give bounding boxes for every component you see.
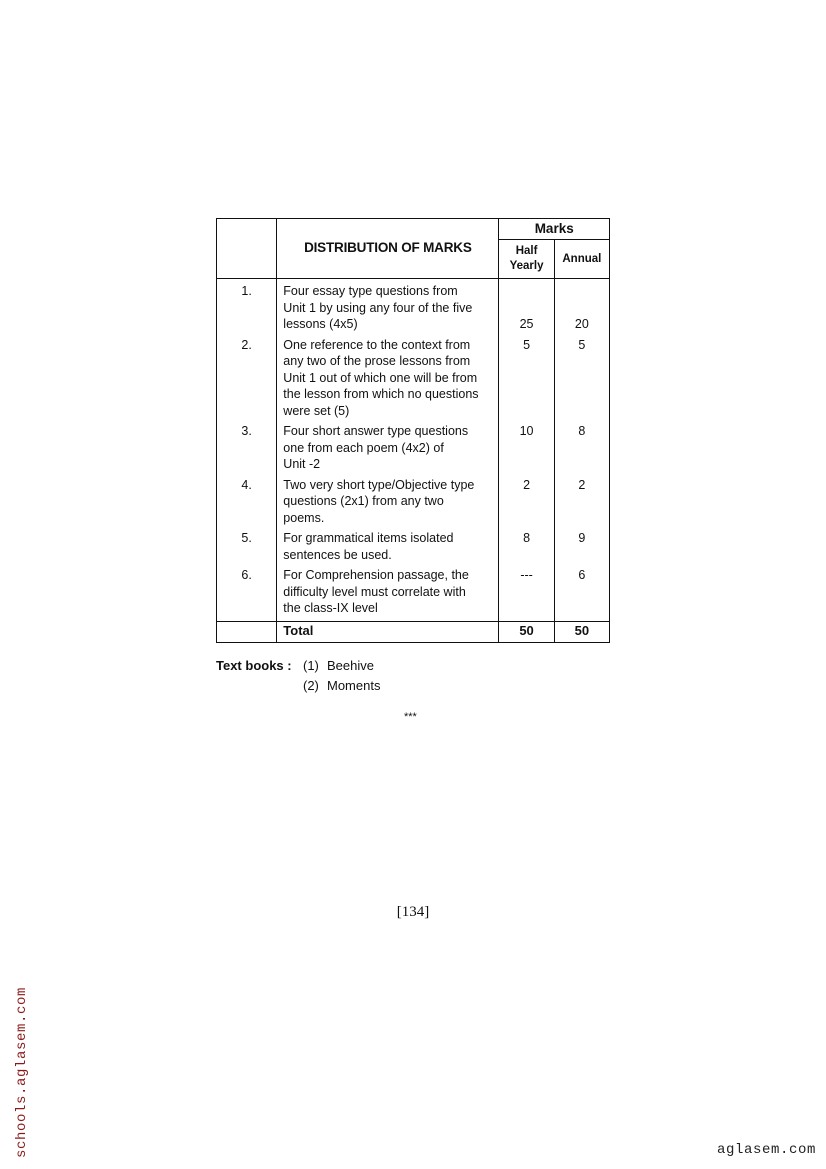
half-yearly-mark: 8 [523,531,531,545]
half-yearly-mark: 25 [519,317,534,331]
total-label: Total [277,621,499,642]
item-description [283,530,496,563]
description-line: questions (2x1) from any two [283,494,444,508]
half-yearly-header [499,240,554,279]
marks-distribution-table [216,218,610,643]
total-empty-cell [217,621,277,642]
annual-mark: 8 [578,424,586,438]
annual-value [555,530,609,563]
description-line: Unit 1 out of which one will be from [283,370,478,385]
annual-value [555,283,609,333]
half-yearly-value [499,567,553,617]
description-line: any two of the prose lessons from [283,354,471,368]
textbook-number: (1) [303,658,319,673]
textbooks-section [216,656,380,696]
textbook-row-2 [216,676,380,696]
description-line: the lesson from which no questions [283,387,479,401]
item-number: 1. [241,284,252,298]
textbook-title: Moments [327,678,381,693]
page-number: [134] [396,904,430,920]
textbook-number: (2) [303,678,319,693]
side-watermark: schools.aglasem.com [14,986,30,1158]
item-number: 3. [241,424,252,438]
item-description [283,337,496,420]
annual-mark: 5 [578,337,586,352]
annual-mark: 9 [578,531,586,545]
half-yearly-marks-column [499,279,554,622]
item-description-column [277,279,499,622]
description-line: For grammatical items isolated [283,531,454,545]
half-yearly-value [499,530,553,563]
half-yearly-line1: Half [515,245,538,257]
half-yearly-mark: 2 [523,477,531,492]
description-line: For Comprehension passage, the [283,568,469,582]
total-annual: 50 [554,621,609,642]
half-yearly-mark: 10 [519,424,534,438]
annual-value [555,477,609,527]
half-yearly-line2: Yearly [509,260,544,272]
description-line: Two very short type/Objective type [283,477,475,492]
annual-mark: 6 [578,568,586,582]
half-yearly-mark: --- [520,568,533,582]
description-line: difficulty level must correlate with [283,584,466,599]
half-yearly-value [499,477,553,527]
half-yearly-value [499,283,553,333]
textbook-row-1 [216,656,380,676]
header-empty-cell [217,219,277,279]
description-line: Unit -2 [283,457,321,471]
total-row [217,621,610,642]
description-line: the class-IX level [283,601,378,615]
item-number: 6. [241,568,252,582]
item-description [283,567,496,617]
description-line: sentences be used. [283,547,392,562]
item-number: 2. [241,337,252,352]
half-yearly-mark: 5 [523,337,531,352]
annual-header: Annual [554,240,609,279]
item-description [283,477,496,527]
section-separator: *** [404,711,417,723]
item-number: 4. [241,477,252,492]
table-body-row [217,279,610,622]
annual-mark: 2 [578,477,586,492]
table-title: DISTRIBUTION OF MARKS [277,219,499,279]
description-line: were set (5) [283,403,350,418]
annual-marks-column [554,279,609,622]
description-line: Four essay type questions from [283,284,458,298]
annual-value [555,567,609,617]
description-line: Four short answer type questions [283,424,469,438]
corner-watermark: aglasem.com [716,1142,816,1158]
textbooks-label: Text books : [216,658,292,673]
marks-header: Marks [499,219,610,240]
half-yearly-value [499,337,553,420]
description-line: One reference to the context from [283,337,471,352]
item-description [283,283,496,333]
textbook-title: Beehive [327,658,374,673]
annual-value [555,423,609,473]
description-line: Unit 1 by using any four of the five [283,300,473,315]
item-number-column [217,279,277,622]
half-yearly-value [499,423,553,473]
annual-value [555,337,609,420]
description-line: poems. [283,510,325,525]
total-half-yearly: 50 [499,621,554,642]
item-description [283,423,496,473]
item-number: 5. [241,531,252,545]
description-line: one from each poem (4x2) of [283,440,444,455]
annual-mark: 20 [574,317,589,331]
description-line: lessons (4x5) [283,317,358,331]
